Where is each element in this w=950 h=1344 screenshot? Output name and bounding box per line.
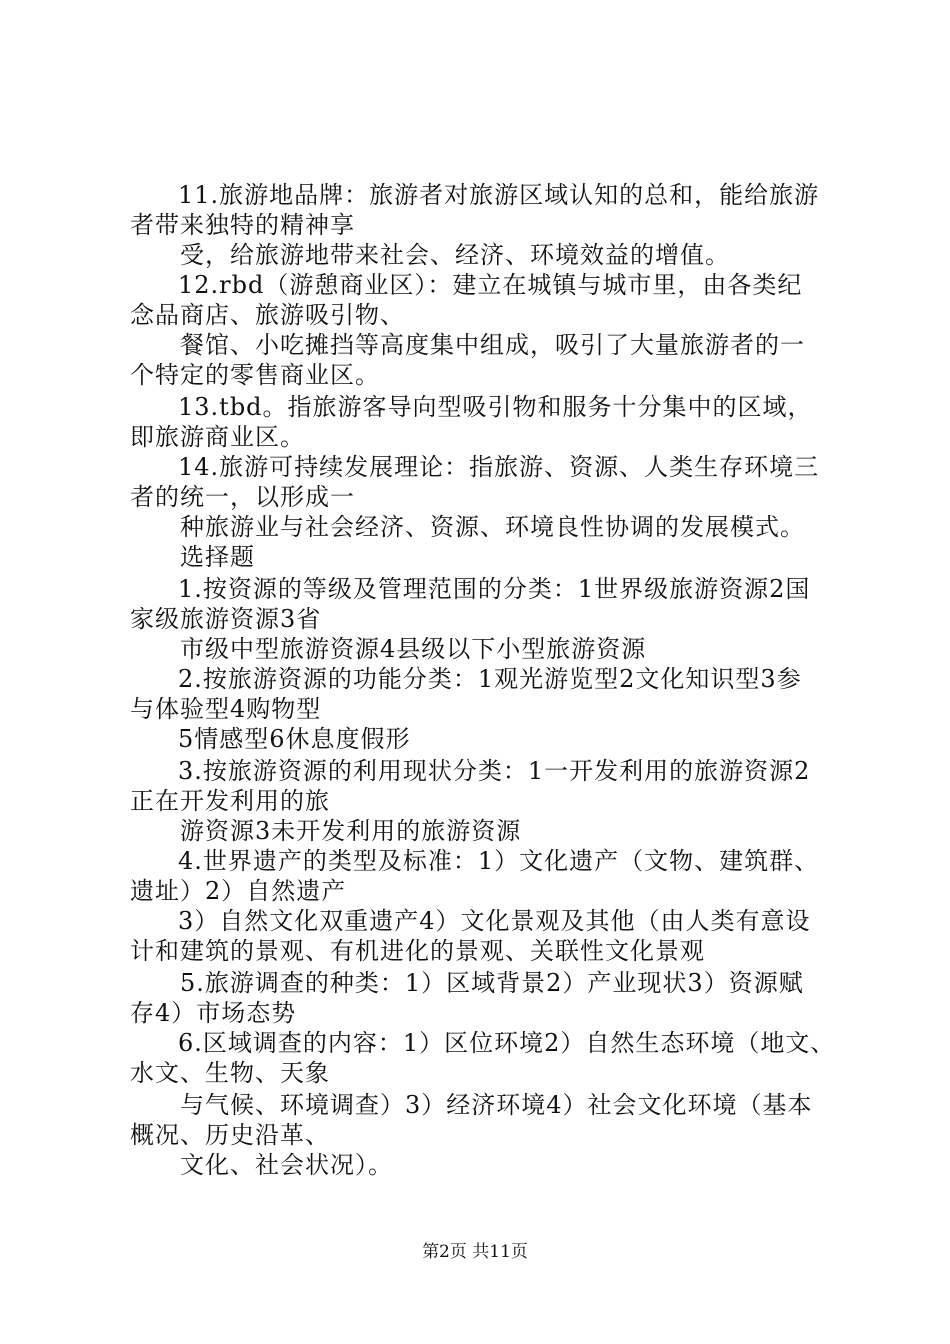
text-line: 市级中型旅游资源4县级以下小型旅游资源 [180, 635, 647, 663]
text-line: 即旅游商业区。 [130, 423, 305, 451]
text-line: 11.旅游地品牌：旅游者对旅游区域认知的总和，能给旅游 [178, 181, 820, 209]
text-line: 12.rbd（游憩商业区）：建立在城镇与城市里，由各类纪 [178, 271, 803, 299]
text-line: 6.区域调查的内容：1）区位环境2）自然生态环境（地文、 [178, 1029, 836, 1057]
text-line: 5情感型6休息度假形 [178, 725, 411, 753]
text-line: 受，给旅游地带来社会、经济、环境效益的增值。 [180, 241, 730, 269]
text-line: 文化、社会状况）。 [180, 1151, 393, 1179]
text-line: 遗址）2）自然遗产 [130, 877, 347, 905]
text-line: 餐馆、小吃摊挡等高度集中组成，吸引了大量旅游者的一 [180, 331, 805, 359]
text-line: 家级旅游资源3省 [130, 605, 322, 633]
text-line: 者带来独特的精神享 [130, 211, 355, 239]
page-footer: 第2页 共11页 [422, 1242, 528, 1262]
text-line: 14.旅游可持续发展理论：指旅游、资源、人类生存环境三 [178, 453, 820, 481]
text-line: 5.旅游调查的种类：1）区域背景2）产业现状3）资源赋 [180, 969, 804, 997]
text-line: 与体验型4购物型 [130, 695, 322, 723]
text-line: 3）自然文化双重遗产4）文化景观及其他（由人类有意设 [178, 907, 811, 935]
text-line: 概况、历史沿革、 [130, 1121, 330, 1149]
text-line: 个特定的零售商业区。 [130, 361, 380, 389]
text-line: 念品商店、旅游吸引物、 [130, 301, 405, 329]
text-line: 游资源3未开发利用的旅游资源 [180, 817, 522, 845]
text-line: 4.世界遗产的类型及标准：1）文化遗产（文物、建筑群、 [178, 847, 820, 875]
text-line: 水文、生物、天象 [130, 1059, 330, 1087]
text-line: 正在开发利用的旅 [130, 787, 330, 815]
text-line: 1.按资源的等级及管理范围的分类：1世界级旅游资源2国 [178, 575, 811, 603]
text-line: 计和建筑的景观、有机进化的景观、关联性文化景观 [130, 937, 705, 965]
text-line: 13.tbd。指旅游客导向型吸引物和服务十分集中的区域， [178, 393, 813, 421]
text-line: 3.按旅游资源的利用现状分类：1一开发利用的旅游资源2 [178, 757, 811, 785]
text-line: 者的统一，以形成一 [130, 483, 355, 511]
text-line: 种旅游业与社会经济、资源、环境良性协调的发展模式。 [180, 513, 805, 541]
section-heading: 选择题 [180, 543, 255, 571]
text-line: 存4）市场态势 [130, 999, 297, 1027]
text-line: 2.按旅游资源的功能分类：1观光游览型2文化知识型3参 [178, 665, 802, 693]
text-line: 与气候、环境调查）3）经济环境4）社会文化环境（基本 [180, 1091, 813, 1119]
